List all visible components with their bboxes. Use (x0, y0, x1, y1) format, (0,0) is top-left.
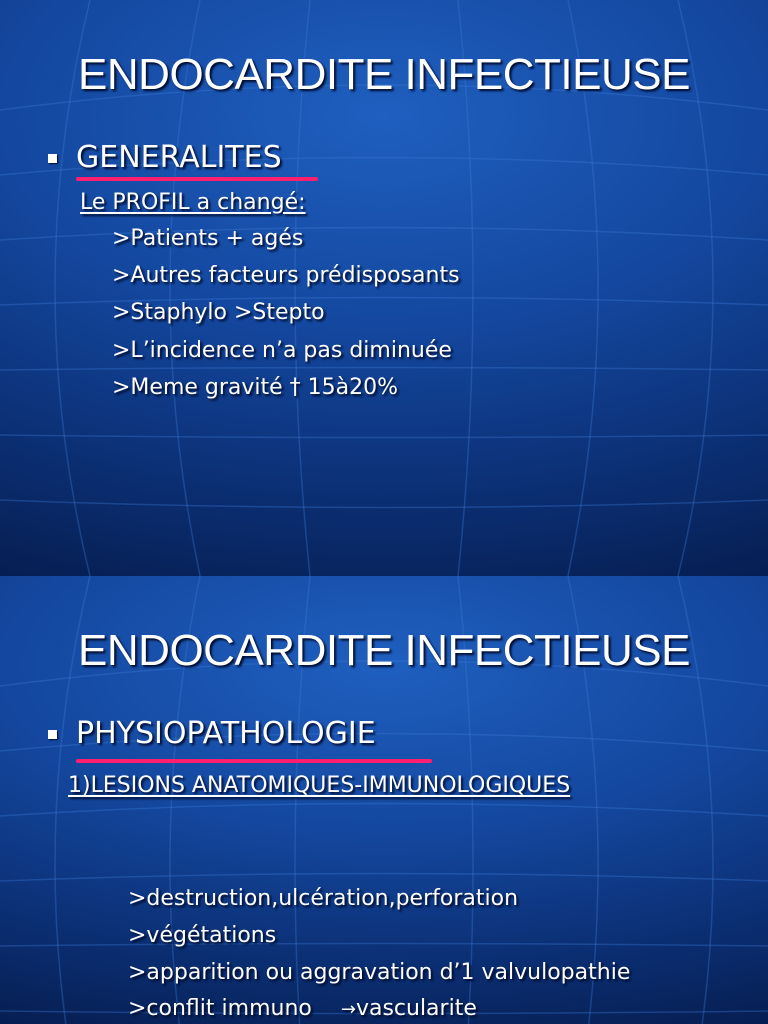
list-item: >Patients + agés (112, 226, 304, 251)
section-heading: PHYSIOPATHOLOGIE (76, 716, 376, 751)
list-item: >L’incidence n’a pas diminuée (112, 338, 452, 363)
heading-underline (76, 177, 318, 181)
list-item: >Staphylo >Stepto (112, 300, 325, 325)
bullet-square-icon (48, 730, 57, 739)
slide-2 (0, 576, 768, 1024)
subheading: 1)LESIONS ANATOMIQUES-IMMUNOLOGIQUES (68, 773, 571, 798)
list-item (128, 996, 477, 1021)
bullet-square-icon (48, 154, 57, 163)
list-item: >apparition ou aggravation d’1 valvulopathie (128, 960, 631, 985)
right-arrow-icon: → (340, 999, 356, 1020)
list-item: >destruction,ulcération,perforation (128, 886, 519, 911)
list-item: >Autres facteurs prédisposants (112, 263, 460, 288)
list-item: >végétations (128, 923, 277, 948)
list-item-text: vascularite (355, 996, 477, 1021)
subheading: Le PROFIL a changé: (80, 190, 306, 215)
slide-title: ENDOCARDITE INFECTIEUSE (78, 50, 690, 99)
list-item: >Meme gravité † 15à20% (112, 375, 399, 400)
slide-title: ENDOCARDITE INFECTIEUSE (78, 626, 690, 675)
list-item-text: >conflit immuno (128, 996, 312, 1021)
section-heading: GENERALITES (76, 140, 282, 175)
heading-underline (76, 759, 432, 763)
